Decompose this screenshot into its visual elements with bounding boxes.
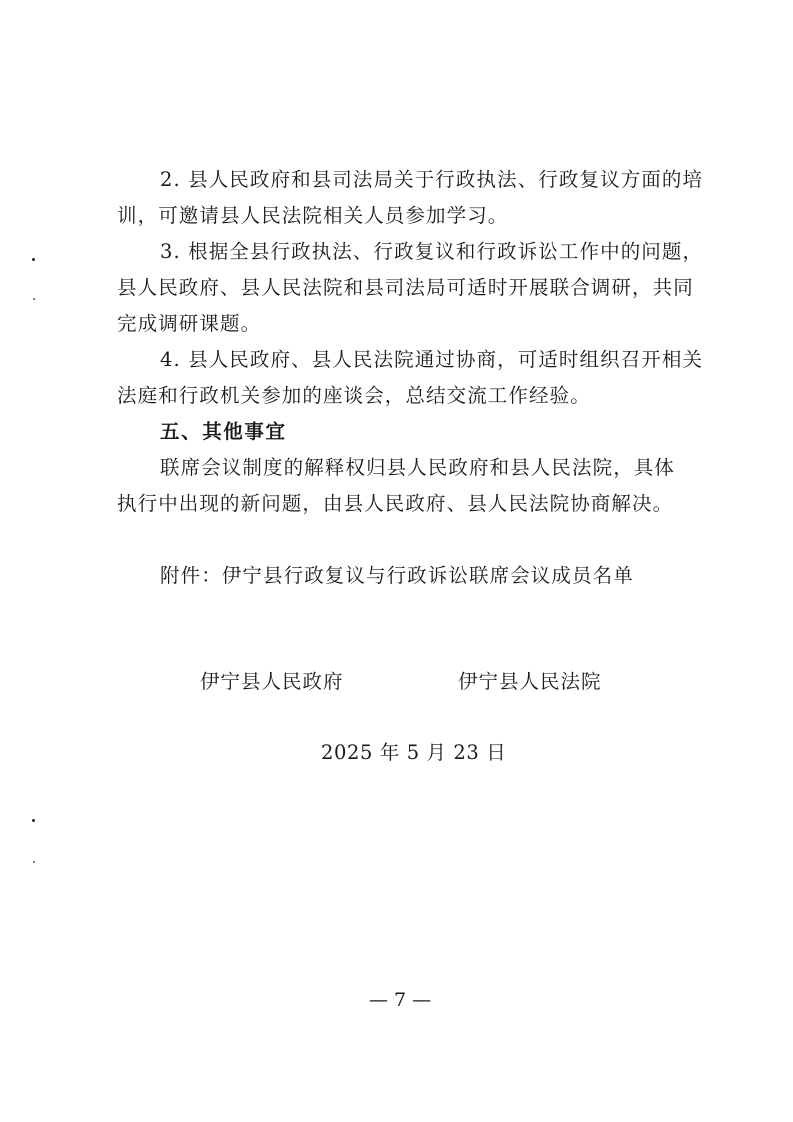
paragraph-3-line-3: 完成调研课题。	[117, 312, 262, 335]
signature-court: 伊宁县人民法院	[458, 670, 602, 693]
margin-binding-mark	[32, 258, 35, 261]
page-number: — 7 —	[369, 989, 432, 1011]
paragraph-4-line-2: 法庭和行政机关参加的座谈会，总结交流工作经验。	[117, 384, 591, 407]
attachment-note: 附件：伊宁县行政复议与行政诉讼联席会议成员名单	[160, 564, 634, 587]
paragraph-2-line-2: 训，可邀请县人民法院相关人员参加学习。	[117, 204, 509, 227]
paragraph-3-line-1: 3. 根据全县行政执法、行政复议和行政诉讼工作中的问题，	[160, 240, 704, 263]
section-paragraph-line-2: 执行中出现的新问题，由县人民政府、县人民法院协商解决。	[117, 492, 674, 515]
document-date: 2025 年 5 月 23 日	[321, 741, 507, 764]
margin-binding-mark	[33, 298, 35, 300]
paragraph-3-line-2: 县人民政府、县人民法院和县司法局可适时开展联合调研，共同	[117, 276, 694, 299]
margin-binding-mark	[32, 819, 35, 822]
section-paragraph-line-1: 联席会议制度的解释权归县人民政府和县人民法院，具体	[160, 456, 676, 479]
signature-government: 伊宁县人民政府	[200, 670, 344, 693]
paragraph-2-line-1: 2. 县人民政府和县司法局关于行政执法、行政复议方面的培	[160, 168, 704, 191]
paragraph-4-line-1: 4. 县人民政府、县人民法院通过协商，可适时组织召开相关	[160, 348, 704, 371]
section-heading: 五、其他事宜	[160, 420, 287, 443]
margin-binding-mark	[33, 861, 35, 863]
